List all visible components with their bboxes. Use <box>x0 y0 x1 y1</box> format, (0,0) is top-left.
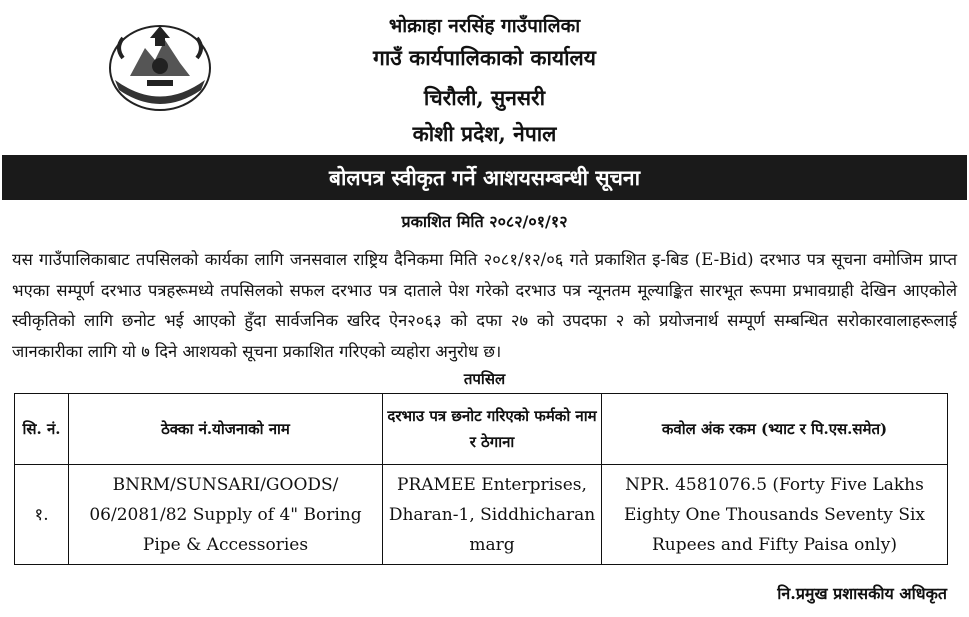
province-country: कोशी प्रदेश, नेपाल <box>412 121 557 146</box>
cell-firm: PRAMEE Enterprises, Dharan-1, Siddhicharan marg <box>383 465 602 565</box>
header-sn: सि. नं. <box>15 394 69 465</box>
header-amount: कवोल अंक रकम (भ्याट र पि.एस.समेत) <box>602 394 948 465</box>
header-project: ठेक्का नं.योजनाको नाम <box>69 394 383 465</box>
table-header-row <box>15 394 948 465</box>
table-row <box>15 465 948 565</box>
header-firm: दरभाउ पत्र छनोट गरिएको फर्मको नाम र ठेगाना <box>383 394 602 465</box>
details-label: तपसिल <box>463 370 506 388</box>
municipality-name: भोक्राहा नरसिंह गाउँपालिका <box>388 15 581 37</box>
cell-sn: १. <box>15 465 69 565</box>
notice-body-paragraph: यस गाउँपालिकाबाट तपसिलको कार्यका लागि जनसवाल राष्ट्रिय दैनिकमा मिति २०८१/१२/०६ गते प्रकाशित इ-बिड (E-Bid) दरभाउ पत्र सूचना वमोजिम प्राप्त भएका सम्पूर्ण दरभाउ पत्रहरूमध्ये तपसिलको सफल दरभाउ पत्र दाताले पेश गरेको दरभाउ पत्र न्यूनतम मूल्याङ्कित सारभूत रूपमा प्रभावग्राही देखिन आएकोले स्वीकृतिको लागि छनोट भई आएको हुँदा सार्वजनिक खरिद ऐन२०६३ को दफा २७ को उपदफा २ को प्रयोजनार्थ सम्पूर्ण सम्बन्धित सरोकारवालाहरूलाई जानकारीका लागि यो ७ दिने आशयको सूचना प्रकाशित गरिएको व्यहोरा अनुरोध छ। <box>12 250 957 361</box>
notice-title-banner: बोलपत्र स्वीकृत गर्ने आशयसम्बन्धी सूचना <box>2 155 967 200</box>
office-location: चिरौली, सुनसरी <box>423 85 546 110</box>
cell-amount: NPR. 4581076.5 (Forty Five Lakhs Eighty One Thousands Seventy Six Rupees and Fifty Paisa only) <box>602 465 948 565</box>
notice-header <box>0 0 969 150</box>
contract-details-table <box>14 393 948 565</box>
signatory-title: नि.प्रमुख प्रशासकीय अधिकृत <box>777 584 947 603</box>
office-name: गाउँ कार्यपालिकाको कार्यालय <box>373 45 596 70</box>
published-date: प्रकाशित मिति २०८२/०१/१२ <box>401 212 568 231</box>
cell-project: BNRM/SUNSARI/GOODS/ 06/2081/82 Supply of 4" Boring Pipe & Accessories <box>69 465 383 565</box>
